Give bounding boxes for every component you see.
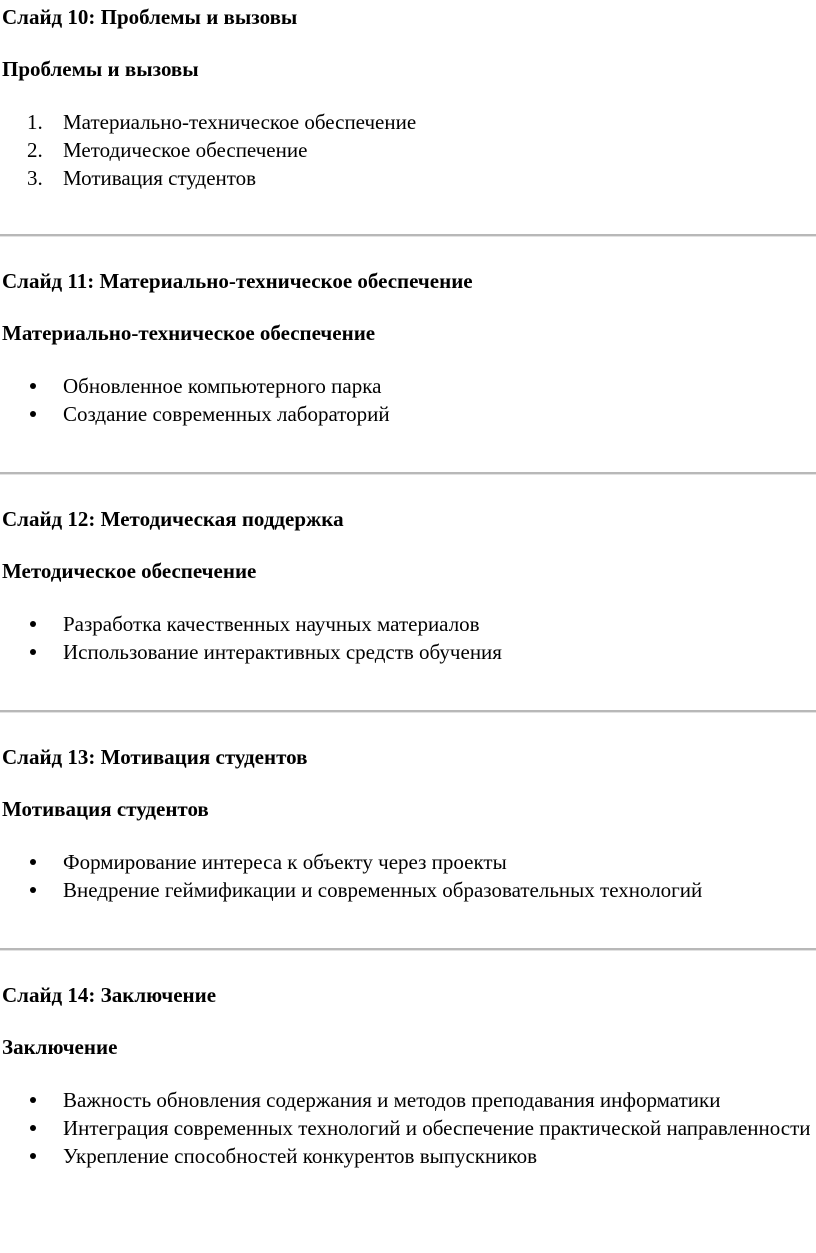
list-item-text: Материально-техническое обеспечение xyxy=(63,110,417,134)
bullet-list xyxy=(0,372,816,428)
slide-subtitle: Заключение xyxy=(2,1035,118,1059)
list-item-text: Обновленное компьютерного парка xyxy=(63,374,382,398)
list-item-text: Важность обновления содержания и методов преподавания информатики xyxy=(63,1088,721,1112)
slide-subtitle: Проблемы и вызовы xyxy=(2,57,199,81)
list-number: 1. xyxy=(27,110,43,134)
list-item-text: Методическое обеспечение xyxy=(63,138,308,162)
slide-title: Слайд 13: Мотивация студентов xyxy=(2,745,308,769)
list-item-text: Внедрение геймификации и современных образовательных технологий xyxy=(63,878,703,902)
bullet-icon xyxy=(30,411,36,417)
list-item xyxy=(0,372,816,400)
list-item xyxy=(0,848,816,876)
bullet-icon xyxy=(30,383,36,389)
list-item xyxy=(0,400,816,428)
ordered-list xyxy=(0,108,816,192)
list-item-text: Интеграция современных технологий и обеспечение практической направленности xyxy=(63,1116,811,1140)
horizontal-divider xyxy=(0,948,816,951)
bullet-icon xyxy=(30,887,36,893)
list-number: 3. xyxy=(27,166,43,190)
list-item-text: Использование интерактивных средств обучения xyxy=(63,640,502,664)
slide-subtitle: Методическое обеспечение xyxy=(2,559,257,583)
slide-title: Слайд 14: Заключение xyxy=(2,983,217,1007)
list-item xyxy=(0,136,816,164)
bullet-list xyxy=(0,610,816,666)
horizontal-divider xyxy=(0,234,816,237)
list-item-text: Формирование интереса к объекту через проекты xyxy=(63,850,507,874)
bullet-icon xyxy=(30,649,36,655)
bullet-icon xyxy=(30,1125,36,1131)
horizontal-divider xyxy=(0,472,816,475)
list-item-text: Создание современных лабораторий xyxy=(63,402,390,426)
slide-title: Слайд 10: Проблемы и вызовы xyxy=(2,5,298,29)
list-item xyxy=(0,164,816,192)
slide-subtitle: Мотивация студентов xyxy=(2,797,209,821)
list-item xyxy=(0,638,816,666)
list-item-text: Разработка качественных научных материалов xyxy=(63,612,480,636)
list-item xyxy=(0,1086,816,1114)
list-item-text: Мотивация студентов xyxy=(63,166,257,190)
list-number: 2. xyxy=(27,138,43,162)
list-item xyxy=(0,876,816,904)
bullet-icon xyxy=(30,621,36,627)
list-item xyxy=(0,1142,816,1170)
slide-title: Слайд 12: Методическая поддержка xyxy=(2,507,344,531)
slide-title: Слайд 11: Материально-техническое обеспечение xyxy=(2,269,473,293)
bullet-list xyxy=(0,1086,816,1170)
list-item xyxy=(0,1114,816,1142)
list-item xyxy=(0,610,816,638)
slide-subtitle: Материально-техническое обеспечение xyxy=(2,321,376,345)
horizontal-divider xyxy=(0,710,816,713)
bullet-icon xyxy=(30,1097,36,1103)
list-item-text: Укрепление способностей конкурентов выпускников xyxy=(63,1144,538,1168)
bullet-icon xyxy=(30,1153,36,1159)
list-item xyxy=(0,108,816,136)
bullet-icon xyxy=(30,859,36,865)
bullet-list xyxy=(0,848,816,904)
